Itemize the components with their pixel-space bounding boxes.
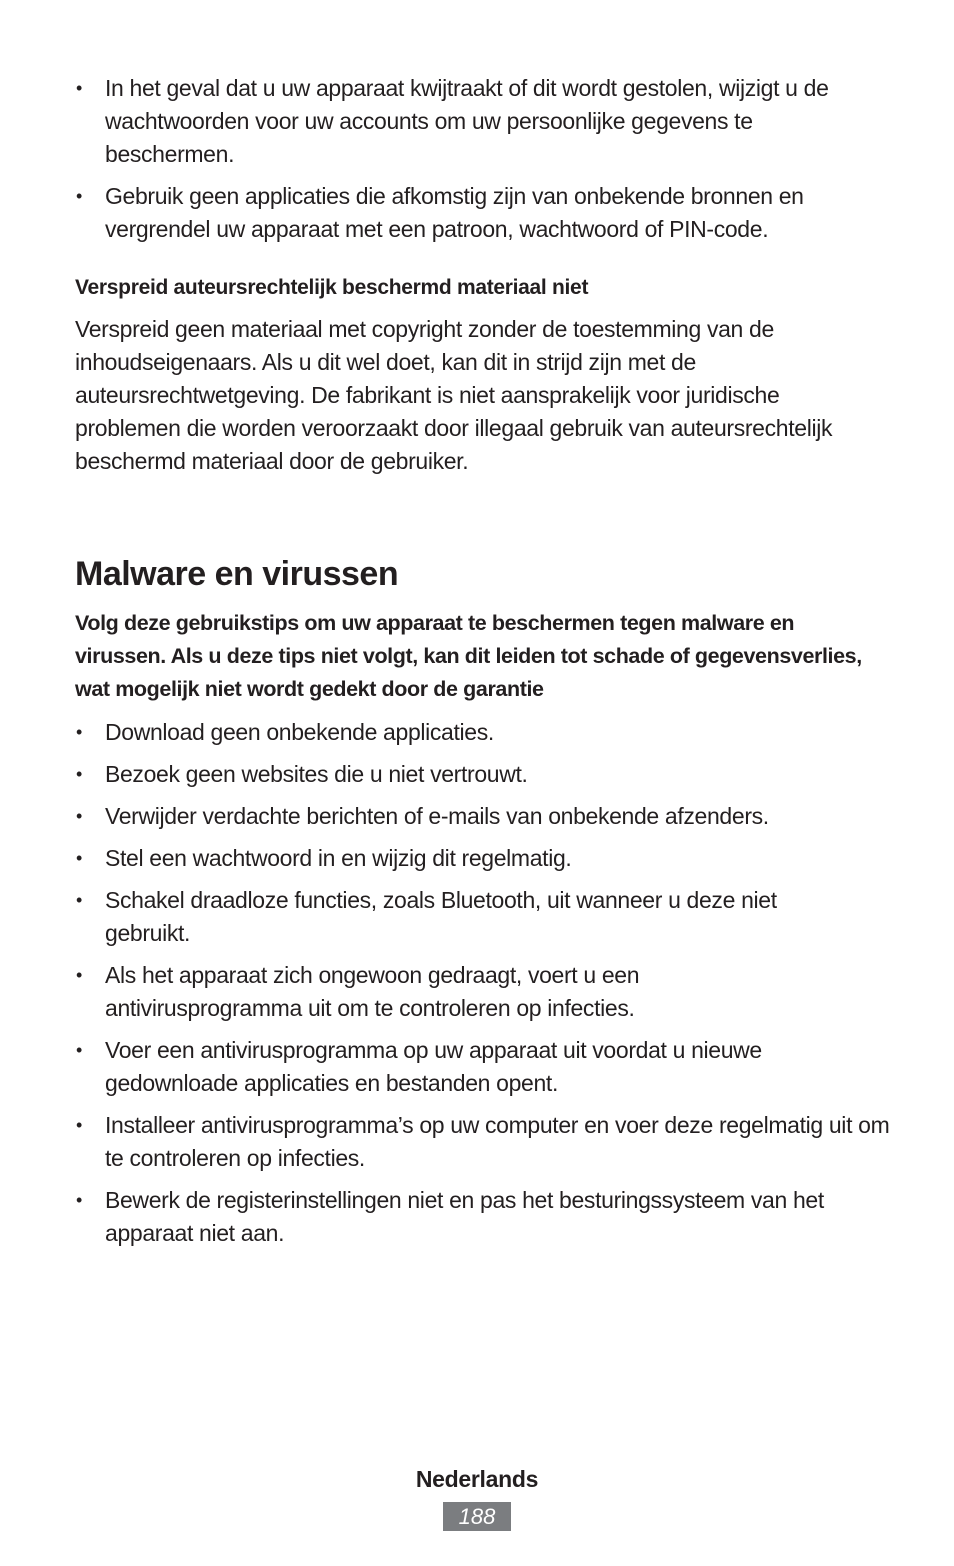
section-title: Malware en virussen xyxy=(75,555,399,593)
bullet-icon: • xyxy=(76,1115,82,1135)
list-item-text: In het geval dat u uw apparaat kwijtraakt of dit wordt gestolen, wijzigt u de wachtwoorden voor uw accounts om uw persoonlijke gegevens te beschermen. xyxy=(105,75,829,167)
bullet-icon: • xyxy=(76,965,82,985)
list-item xyxy=(75,72,845,171)
bullet-icon: • xyxy=(76,764,82,784)
bullet-icon: • xyxy=(76,78,82,98)
bullet-icon: • xyxy=(76,1190,82,1210)
list-item-text: Bezoek geen websites die u niet vertrouwt. xyxy=(105,761,528,787)
bullet-icon: • xyxy=(76,722,82,742)
top-bullet-list xyxy=(75,72,875,246)
list-item-text: Schakel draadloze functies, zoals Bluetooth, uit wanneer u deze niet gebruikt. xyxy=(105,887,777,946)
bullet-icon: • xyxy=(76,1040,82,1060)
bullet-icon: • xyxy=(76,848,82,868)
list-item xyxy=(75,1109,905,1175)
list-item xyxy=(75,842,875,875)
list-item-text: Download geen onbekende applicaties. xyxy=(105,719,494,745)
list-item-text: Installeer antivirusprogramma’s op uw computer en voer deze regelmatig uit om te controleren op infecties. xyxy=(105,1112,890,1171)
page-content xyxy=(75,72,890,1259)
page-number-badge: 188 xyxy=(443,1502,511,1531)
bullet-icon: • xyxy=(76,806,82,826)
list-item xyxy=(75,758,875,791)
list-item xyxy=(75,959,735,1025)
copyright-paragraph: Verspreid geen materiaal met copyright zonder de toestemming van de inhoudseigenaars. Als u dit wel doet, kan dit in strijd zijn met de auteursrechtwetgeving. De fabrikant is niet aansprakelijk voor juridische problemen die worden veroorzaakt door illegaal gebruik van auteursrechtelijk beschermd materiaal door de gebruiker. xyxy=(75,316,833,474)
footer-language: Nederlands xyxy=(415,1466,539,1492)
list-item xyxy=(75,1034,845,1100)
list-item-text: Bewerk de registerinstellingen niet en pas het besturingssysteem van het apparaat niet aan. xyxy=(105,1187,824,1246)
bullet-icon: • xyxy=(76,186,82,206)
list-item-text: Stel een wachtwoord in en wijzig dit regelmatig. xyxy=(105,845,572,871)
bullet-icon: • xyxy=(76,890,82,910)
list-item xyxy=(75,800,875,833)
list-item xyxy=(75,180,885,246)
page-footer xyxy=(0,1464,954,1531)
malware-bullet-list xyxy=(75,716,890,1250)
list-item-text: Verwijder verdachte berichten of e-mails van onbekende afzenders. xyxy=(105,803,769,829)
list-item xyxy=(75,884,845,950)
list-item-text: Als het apparaat zich ongewoon gedraagt, voert u een antivirusprogramma uit om te controleren op infecties. xyxy=(105,962,640,1021)
section-intro: Volg deze gebruikstips om uw apparaat te beschermen tegen malware en virussen. Als u deze tips niet volgt, kan dit leiden tot schade of gegevensverlies, wat mogelijk niet wordt gedekt door de garantie xyxy=(75,611,862,701)
list-item-text: Gebruik geen applicaties die afkomstig zijn van onbekende bronnen en vergrendel uw apparaat met een patroon, wachtwoord of PIN-code. xyxy=(105,183,804,242)
list-item xyxy=(75,1184,905,1250)
list-item-text: Voer een antivirusprogramma op uw apparaat uit voordat u nieuwe gedownloade applicaties en bestanden opent. xyxy=(105,1037,762,1096)
copyright-heading: Verspreid auteursrechtelijk beschermd materiaal niet xyxy=(75,276,589,299)
list-item xyxy=(75,716,875,749)
